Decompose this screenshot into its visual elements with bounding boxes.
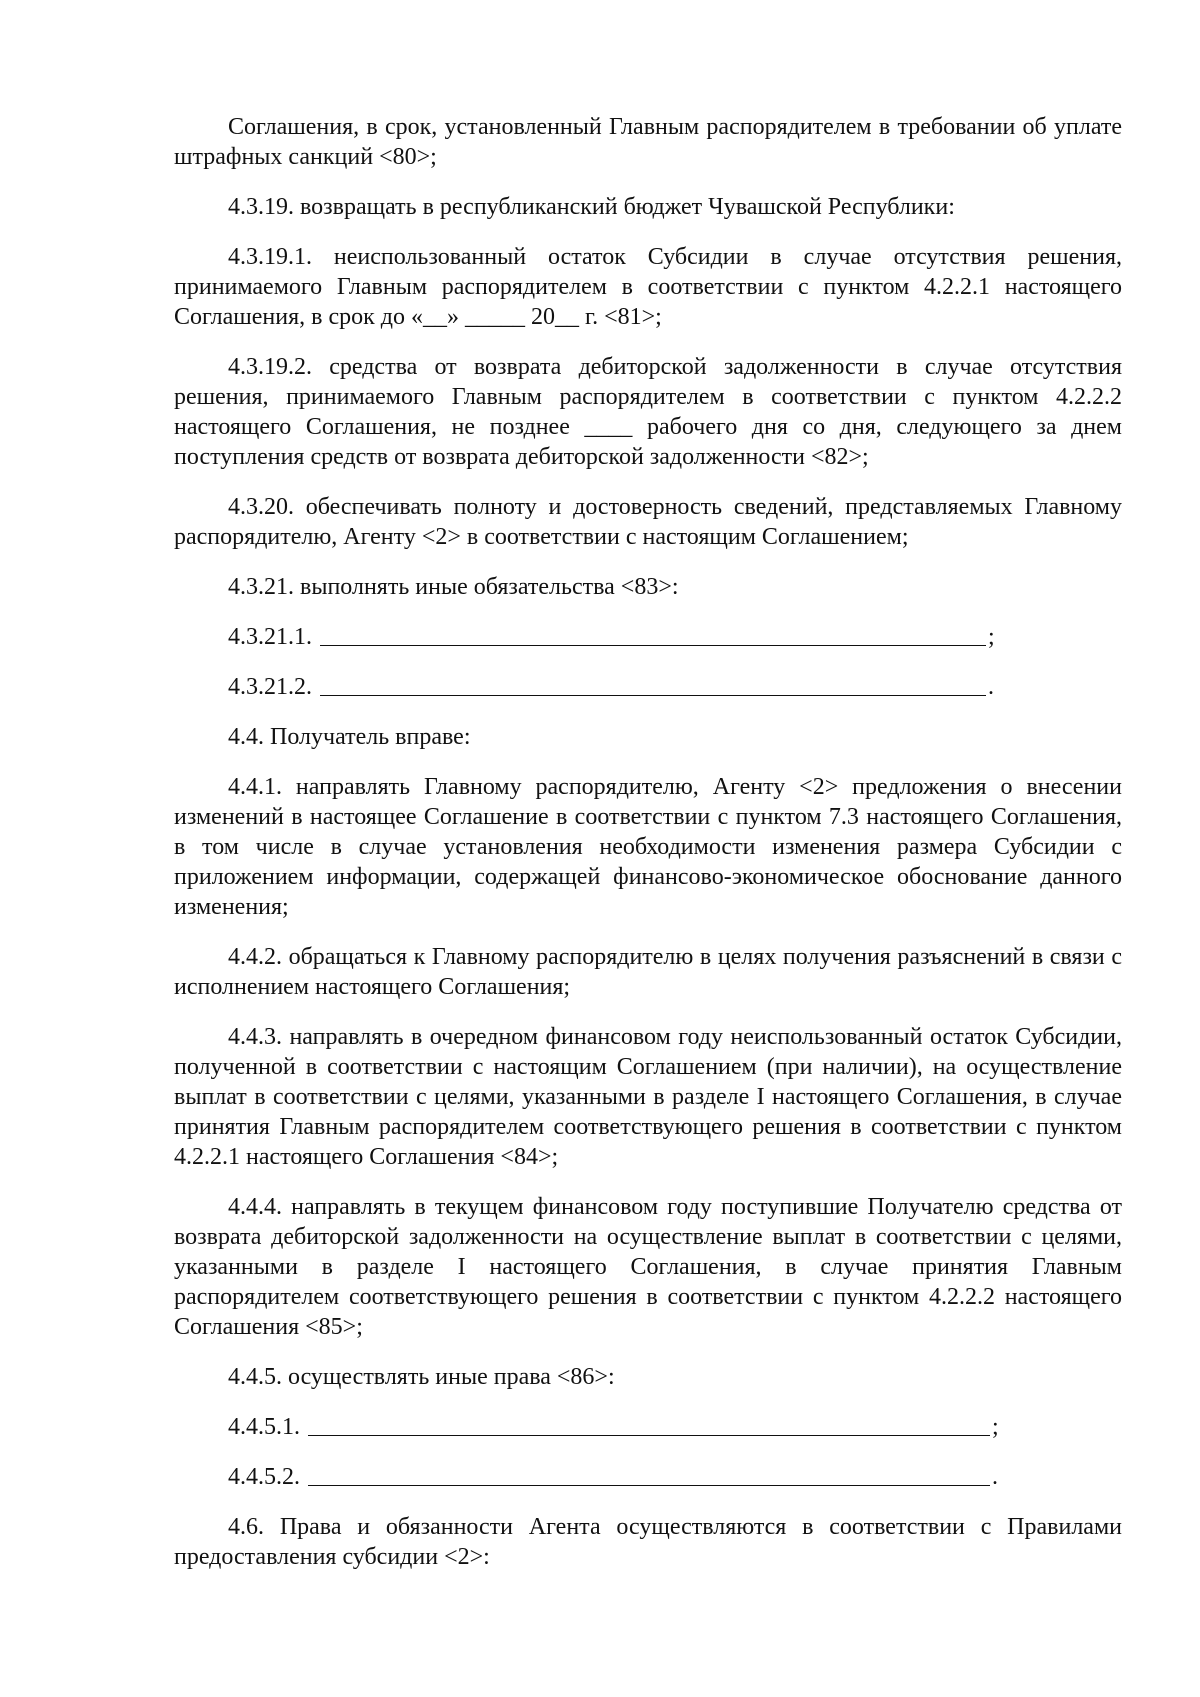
paragraph-4-4-4: 4.4.4. направлять в текущем финансовом году поступившие Получателю средства от возврата дебиторской задолженности на осуществление выплат в соответствии с целями, указанными в разделе I настоящего Соглашения, в случае принятия Главным распорядителем соответствующего решения в соответствии с пунктом 4.2.2.2 настоящего Соглашения <85>;: [174, 1194, 1122, 1340]
fill-line-end: ;: [992, 1414, 999, 1440]
document-page: [174, 112, 1122, 1592]
fill-line-4-4-5-1: [174, 1412, 1122, 1442]
fill-in-blank: [308, 1484, 990, 1486]
paragraph-4-4: 4.4. Получатель вправе:: [228, 724, 471, 750]
fill-in-blank: [320, 644, 986, 646]
fill-line-number: 4.3.21.1.: [228, 624, 312, 650]
paragraph-4-3-19: 4.3.19. возвращать в республиканский бюджет Чувашской Республики:: [228, 194, 955, 220]
paragraph-4-3-21: 4.3.21. выполнять иные обязательства <83>:: [228, 574, 679, 600]
fill-line-number: 4.4.5.1.: [228, 1414, 300, 1440]
fill-line-4-3-21-2: [174, 672, 1122, 702]
fill-line-4-4-5-2: [174, 1462, 1122, 1492]
fill-in-blank: [320, 694, 986, 696]
paragraph-4-3-19-1: 4.3.19.1. неиспользованный остаток Субсидии в случае отсутствия решения, принимаемого Главным распорядителем в соответствии с пунктом 4.2.2.1 настоящего Соглашения, в срок до «__» _____ 20__ г. <81>;: [174, 244, 1122, 330]
fill-line-end: .: [992, 1464, 998, 1490]
paragraph-4-3-19-2: 4.3.19.2. средства от возврата дебиторской задолженности в случае отсутствия решения, принимаемого Главным распорядителем в соответствии с пунктом 4.2.2.2 настоящего Соглашения, не позднее ____ рабочего дня со дня, следующего за днем поступления средств от возврата дебиторской задолженности <82>;: [174, 354, 1122, 470]
paragraph-4-4-1: 4.4.1. направлять Главному распорядителю, Агенту <2> предложения о внесении изменений в настоящее Соглашение в соответствии с пунктом 7.3 настоящего Соглашения, в том числе в случае установления необходимости изменения размера Субсидии с приложением информации, содержащей финансово-экономическое обоснование данного изменения;: [174, 774, 1122, 920]
fill-line-number: 4.4.5.2.: [228, 1464, 300, 1490]
fill-line-end: .: [988, 674, 994, 700]
paragraph-4-3-20: 4.3.20. обеспечивать полноту и достоверность сведений, представляемых Главному распорядителю, Агенту <2> в соответствии с настоящим Соглашением;: [174, 494, 1122, 550]
fill-in-blank: [308, 1434, 990, 1436]
paragraph-continuation: Соглашения, в срок, установленный Главным распорядителем в требовании об уплате штрафных санкций <80>;: [174, 114, 1122, 170]
paragraph-4-4-2: 4.4.2. обращаться к Главному распорядителю в целях получения разъяснений в связи с исполнением настоящего Соглашения;: [174, 944, 1122, 1000]
paragraph-4-6: 4.6. Права и обязанности Агента осуществляются в соответствии с Правилами предоставления субсидии <2>:: [174, 1514, 1122, 1570]
fill-line-end: ;: [988, 624, 995, 650]
fill-line-4-3-21-1: [174, 622, 1122, 652]
paragraph-4-4-3: 4.4.3. направлять в очередном финансовом году неиспользованный остаток Субсидии, полученной в соответствии с настоящим Соглашением (при наличии), на осуществление выплат в соответствии с целями, указанными в разделе I настоящего Соглашения, в случае принятия Главным распорядителем соответствующего решения в соответствии с пунктом 4.2.2.1 настоящего Соглашения <84>;: [174, 1024, 1122, 1170]
fill-line-number: 4.3.21.2.: [228, 674, 312, 700]
paragraph-4-4-5: 4.4.5. осуществлять иные права <86>:: [228, 1364, 615, 1390]
